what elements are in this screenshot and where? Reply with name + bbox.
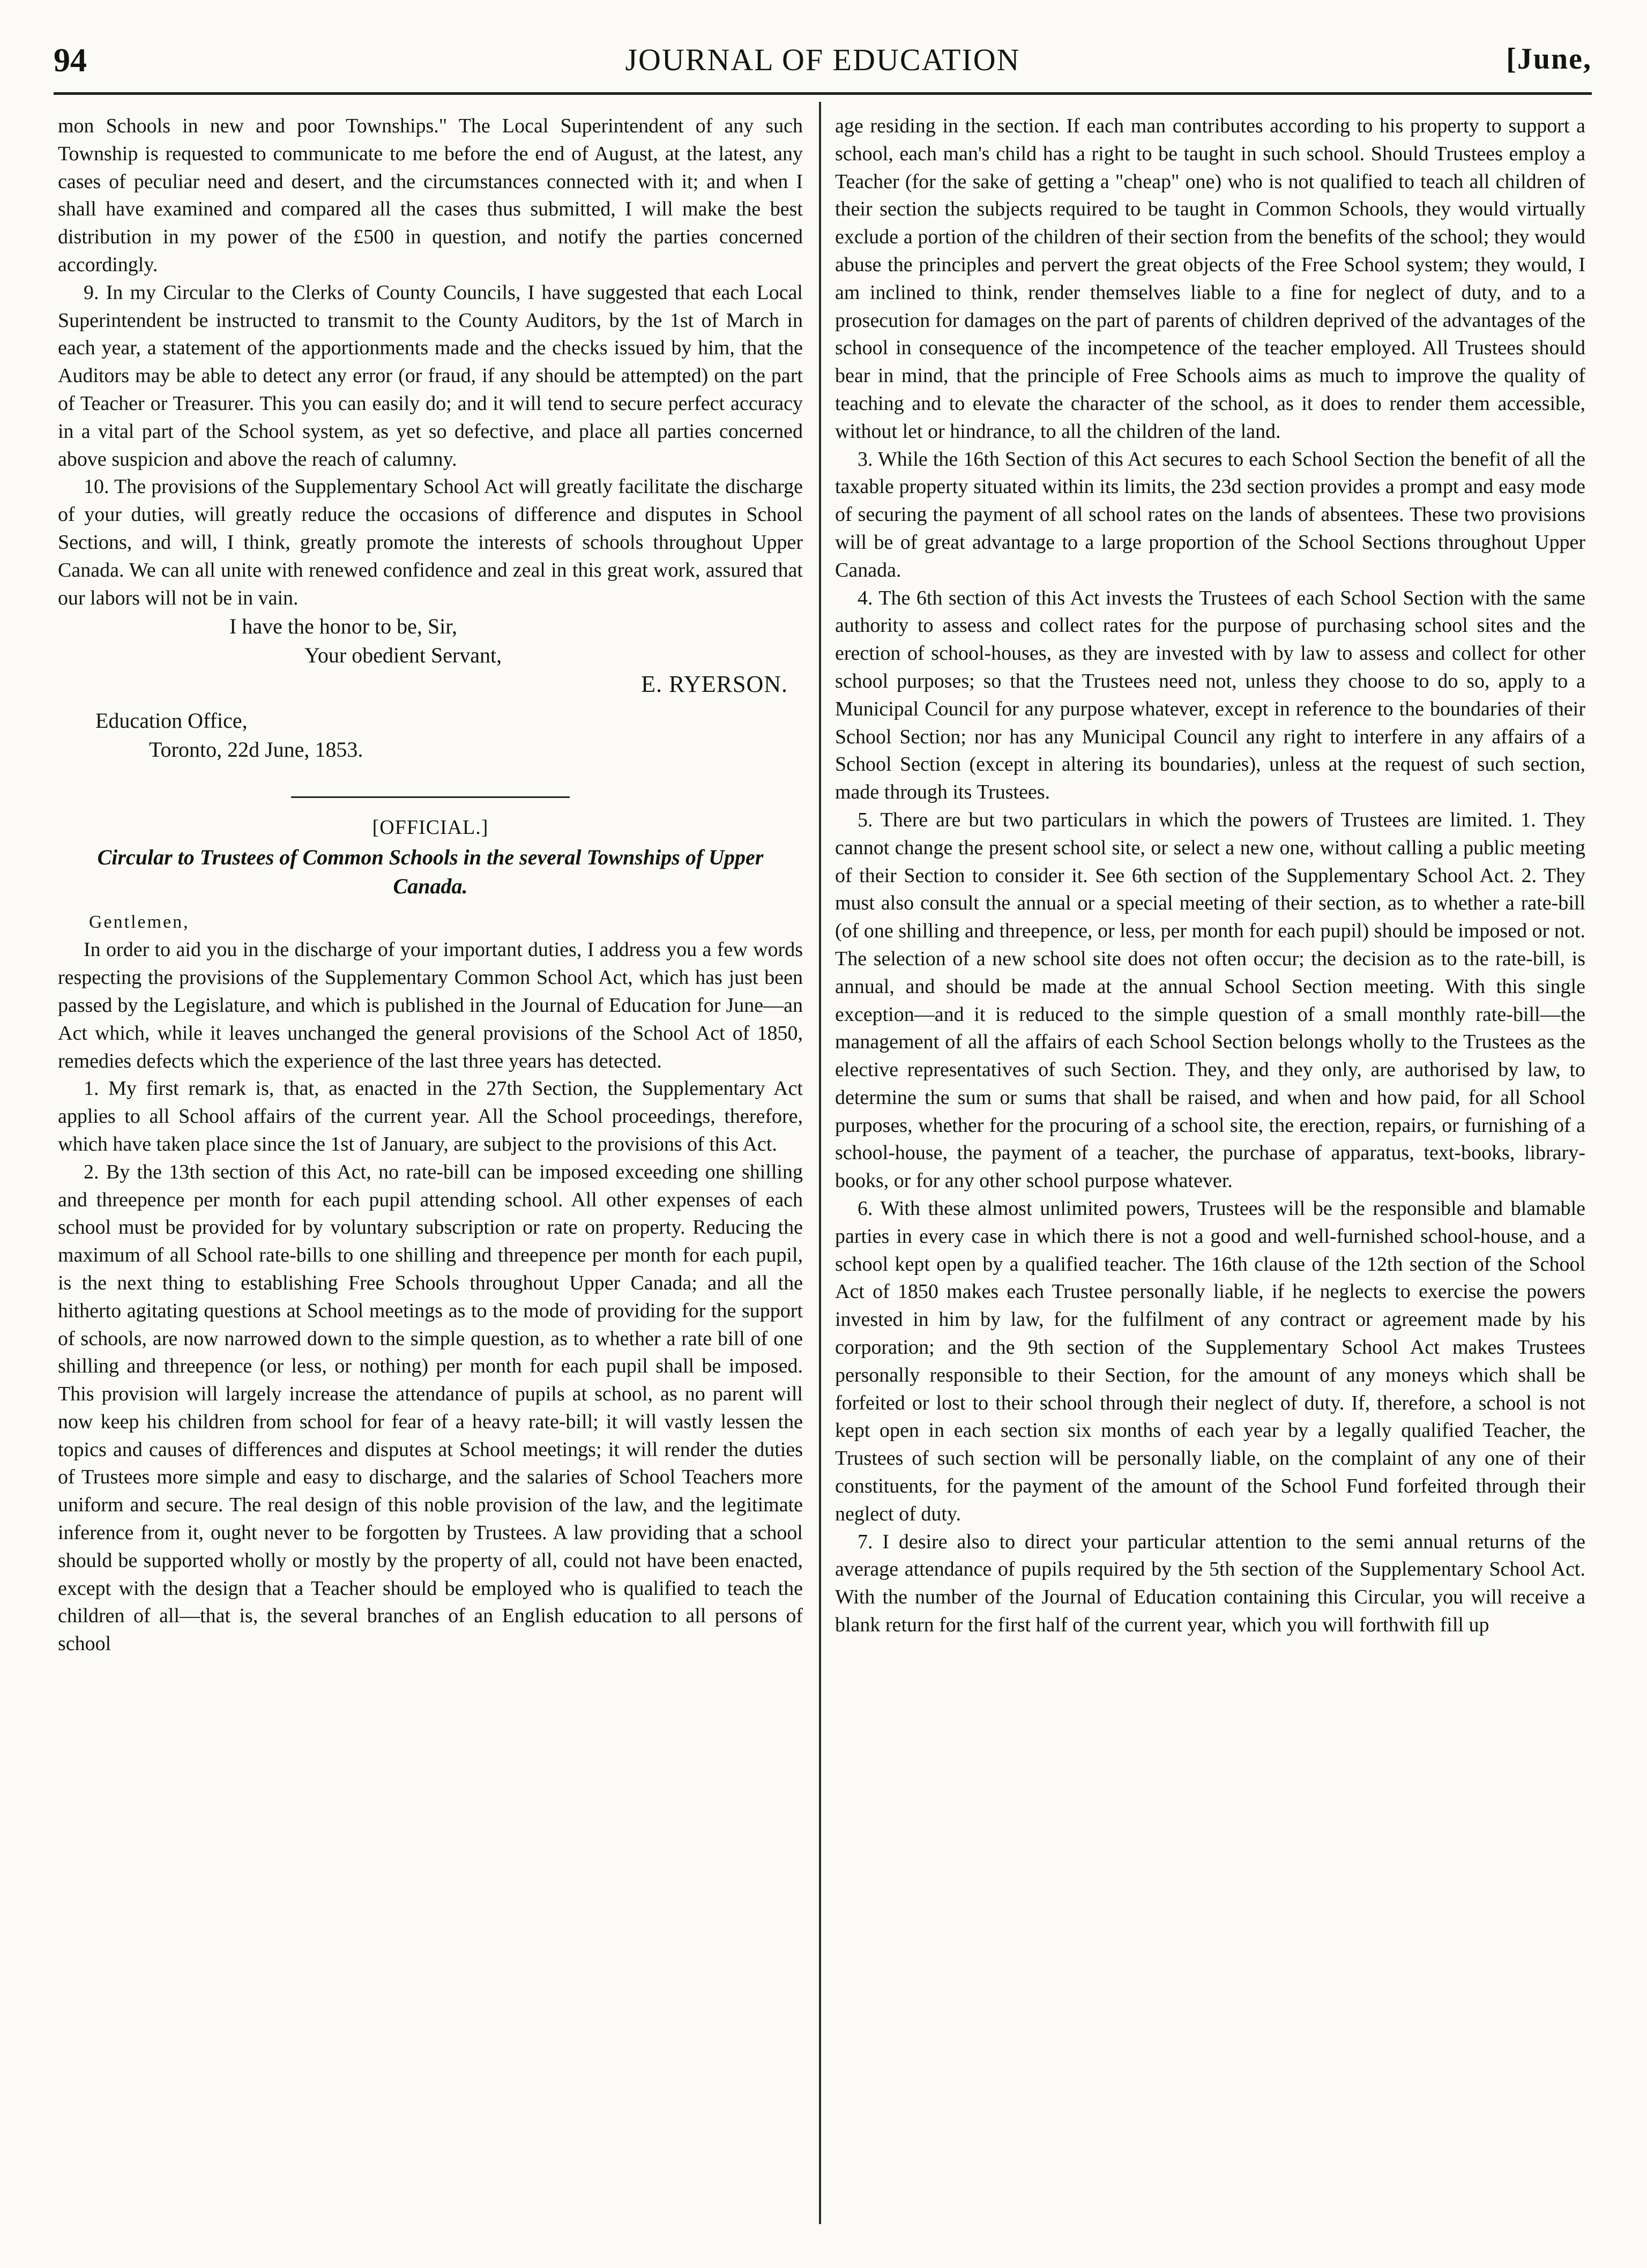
paragraph-continuation-right: age residing in the section. If each man contributes according to his property to support a school, each man's child has a right to be taught in such school. Should Trustees employ a Teacher (for the sake of getting a "cheap" one) who is not qualified to teach all children of their section the subjects required to be taught in Common Schools, they would virtually exclude a portion of the children of their section from the benefits of the school; they would abuse the principles and pervert the great objects of the Free School system; they would, I am inclined to think, render themselves liable to a fine for neglect of duty, and to a prosecution for damages on the part of parents of children deprived of the advantages of the school in consequence of the incompetence of the teacher employed. All Trustees should bear in mind, that the principle of Free Schools aims as much to improve the quality of teaching and to elevate the character of the school, as it does to render them accessible, without let or hindrance, to all the children of the land. <box>835 115 1585 443</box>
circular-title: Circular to Trustees of Common Schools in the several Townships of Upper Canada. <box>97 845 764 899</box>
issue-month: [June, <box>1506 42 1592 76</box>
circular-point-3: 3. While the 16th Section of this Act secures to each School Section the benefit of all the taxable property situated within its limits, the 23d section provides a prompt and easy mode of securing the payment of all school rates on the lands of absentees. These two provisions will be of great advantage to a large proportion of the School Sections throughout Upper Canada. <box>835 447 1585 581</box>
official-label: [OFFICIAL.] <box>372 816 489 839</box>
circular-point-6: 6. With these almost unlimited powers, Trustees will be the responsible and blamable parties in every case in which there is not a good and well-furnished school-house, and a school kept open by a qualified teacher. The 16th clause of the 12th section of the School Act of 1850 makes each Trustee personally liable, if he neglects to exercise the powers invested in him by law, for the fulfilment of any contract or agreement made by his corporation; and the 9th section of the Supplementary School Act makes Trustees personally responsible to their Section, for the amount of any moneys which shall be forfeited or lost to their school through their neglect of duty. If, therefore, a school is not kept open in each section six months of each year by a legally qualified Teacher, the Trustees of such section will be personally liable, on the complaint of any one of their constituents, for the payment of the amount of the School Fund forfeited through their neglect of duty. <box>835 1197 1585 1525</box>
letter-date: Toronto, 22d June, 1853. <box>149 737 363 762</box>
section-rule <box>291 796 570 798</box>
page-header <box>54 42 1592 85</box>
right-column <box>835 113 1585 2224</box>
circular-intro: In order to aid you in the discharge of your important duties, I address you a few words respecting the provisions of the Supplementary Common School Act, which has just been passed by the Legislature, and which is published in the Journal of Education for June—an Act which, while it leaves unchanged the general provisions of the School Act of 1850, remedies defects which the experience of the last three years has detected. <box>58 938 803 1072</box>
left-column <box>58 113 803 2224</box>
office-place: Education Office, <box>95 708 248 733</box>
column-divider <box>819 102 821 2224</box>
circular-point-7: 7. I desire also to direct your particular attention to the semi annual returns of the average attendance of pupils required by the 5th section of the Supplementary School Act. With the number of the Journal of Education containing this Circular, you will receive a blank return for the first half of the current year, which you will forthwith fill up <box>835 1530 1585 1637</box>
circular-point-5: 5. There are but two particulars in which the powers of Trustees are limited. 1. They cannot change the present school site, or select a new one, without calling a public meeting of their Section to consider it. See 6th section of the Supplementary School Act. 2. They must also consult the annual or a special meeting of their section, as to whether a rate-bill (of one shilling and threepence, or less, per month for each pupil) should be imposed or not. The selection of a new school site does not often occur; the decision as to the rate-bill, is annual, and should be made at the annual School Section meeting. With this single exception—and it is reduced to the simple question of a small monthly rate-bill—the management of all the affairs of each School Section belongs wholly to the Trustees as the elective representatives of such Section. They, and they only, are authorised by law, to determine the sum or sums that shall be raised, and when and how paid, for all School purposes, whether for the procuring of a school site, the erection, repairs, or furnishing of a school-house, the payment of a teacher, the purchase of apparatus, text-books, library-books, or for any other school purpose whatever. <box>835 808 1585 1192</box>
journal-title: JOURNAL OF EDUCATION <box>625 42 1020 77</box>
salutation: Gentlemen, <box>89 912 190 932</box>
header-rule <box>54 92 1592 95</box>
paragraph-9: 9. In my Circular to the Clerks of County Councils, I have suggested that each Local Superintendent be instructed to transmit to the County Auditors, by the 1st of March in each year, a statement of the apportionments made and the checks issued by him, that the Auditors may be able to detect any error (or fraud, if any should be attempted) on the part of Teacher or Treasurer. This you can easily do; and it will tend to secure perfect accuracy in a vital part of the School system, as yet so defective, and place all parties concerned above suspicion and above the reach of calumny. <box>58 281 803 471</box>
circular-point-4: 4. The 6th section of this Act invests the Trustees of each School Section with the same authority to assess and collect rates for the purpose of purchasing school sites and the erection of school-houses, as they are invested with by law to assess and collect for other school purposes; so that the Trustees need not, unless they choose to do so, apply to a Municipal Council for any purpose whatever, except in reference to the boundaries of their School Section; nor has any Municipal Council any right to interfere in any affairs of a School Section (except in altering its boundaries), unless at the request of such section, made through its Trustees. <box>835 586 1585 804</box>
circular-point-1: 1. My first remark is, that, as enacted in the 27th Section, the Supplementary Act applies to all School affairs of the current year. All the School proceedings, therefore, which have taken place since the 1st of January, are subject to the provisions of this Act. <box>58 1077 803 1155</box>
page-number: 94 <box>54 42 87 79</box>
paragraph-continuation: mon Schools in new and poor Townships." The Local Superintendent of any such Township is requested to communicate to me before the end of August, at the latest, any cases of peculiar need and desert, and the circumstances connected with it; and when I shall have examined and compared all the cases thus submitted, I will make the best distribution in my power of the £500 in question, and notify the parties concerned accordingly. <box>58 115 803 276</box>
paragraph-10: 10. The provisions of the Supplementary School Act will greatly facilitate the discharge of your duties, will greatly reduce the occasions of difference and disputes in School Sections, and will, I think, greatly promote the interests of schools throughout Upper Canada. We can all unite with renewed confidence and zeal in this great work, assured that our labors will not be in vain. <box>58 475 803 609</box>
signature: E. RYERSON. <box>641 671 788 698</box>
closing-line-2: Your obedient Servant, <box>304 643 502 668</box>
circular-point-2: 2. By the 13th section of this Act, no rate-bill can be imposed exceeding one shilling and threepence per month for each pupil attending school. All other expenses of each school must be provided for by voluntary subscription or rate on property. Reducing the maximum of all School rate-bills to one shilling and threepence per month for each pupil, is the next thing to establishing Free Schools throughout Upper Canada; and all the hitherto agitating questions at School meetings as to the mode of providing for the support of schools, are now narrowed down to the simple question, as to whether a rate bill of one shilling and threepence (or less, or nothing) per month for each pupil shall be imposed. This provision will largely increase the attendance of pupils at school, as no parent will now keep his children from school for fear of a heavy rate-bill; it will vastly lessen the topics and causes of differences and disputes at School meetings; it will render the duties of Trustees more simple and easy to discharge, and the salaries of School Teachers more uniform and secure. The real design of this noble provision of the law, and the legitimate inference from it, ought never to be forgotten by Trustees. A law providing that a school should be supported wholly or mostly by the property of all, could not have been enacted, except with the design that a Teacher should be employed who is qualified to teach the children of all—that is, the several branches of an English education to all persons of school <box>58 1160 803 1655</box>
closing-line: I have the honor to be, Sir, <box>229 614 457 639</box>
